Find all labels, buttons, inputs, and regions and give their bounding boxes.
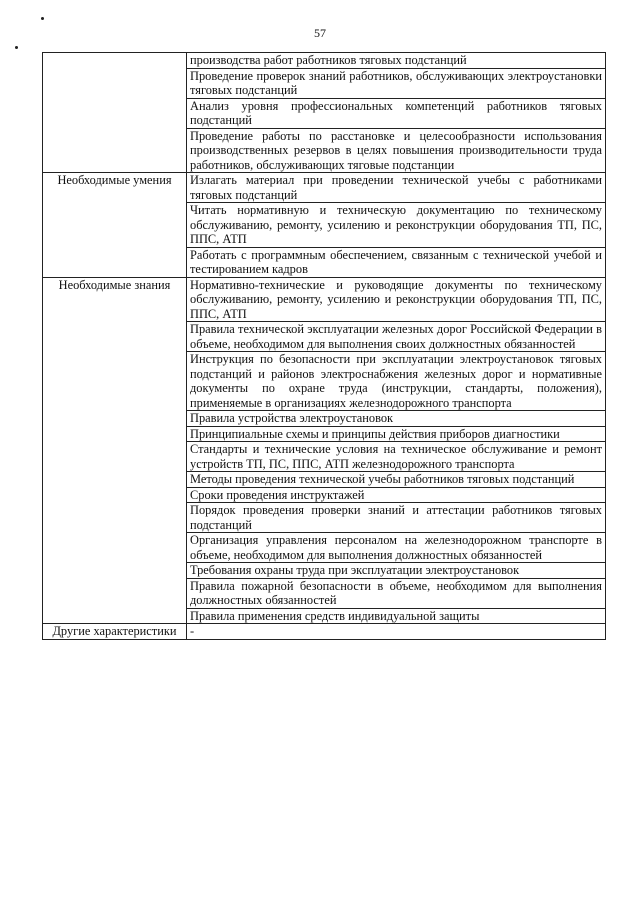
row-text: Нормативно-технические и руководящие документы по техническому обслуживанию, ремонту, усилению и реконструкции оборудования ТП, ПС, ППС, АТП: [187, 277, 606, 322]
table-row: [43, 277, 606, 322]
row-text: Инструкция по безопасности при эксплуатации электроустановок тяговых подстанций и районов электроснабжения железных дорог и нормативные документы по охране труда (инструкции, стандарты, положения), применяемые в организациях железнодорожного транспорта: [187, 352, 606, 411]
section-label-knowledge: Необходимые знания: [43, 277, 187, 624]
row-text: Сроки проведения инструктажей: [187, 487, 606, 503]
row-text: Правила пожарной безопасности в объеме, необходимом для выполнения должностных обязанностей: [187, 578, 606, 608]
row-text: Правила устройства электроустановок: [187, 411, 606, 427]
requirements-table: [42, 52, 606, 640]
scan-dot: [41, 17, 44, 20]
table-row: [43, 53, 606, 69]
row-text: Требования охраны труда при эксплуатации электроустановок: [187, 563, 606, 579]
row-text: Порядок проведения проверки знаний и аттестации работников тяговых подстанций: [187, 503, 606, 533]
table-row: [43, 624, 606, 640]
row-label: [43, 53, 187, 173]
scan-dot: [15, 46, 18, 49]
row-text: Правила технической эксплуатации железных дорог Российской Федерации в объеме, необходимом для выполнения своих должностных обязанностей: [187, 322, 606, 352]
row-text: Читать нормативную и техническую документацию по техническому обслуживанию, ремонту, усилению и реконструкции оборудования ТП, ПС, ППС, АТП: [187, 203, 606, 248]
row-text: Проведение проверок знаний работников, обслуживающих электроустановки тяговых подстанций: [187, 68, 606, 98]
row-text: Работать с программным обеспечением, связанным с технической учебой и тестированием кадров: [187, 247, 606, 277]
row-text: Анализ уровня профессиональных компетенций работников тяговых подстанций: [187, 98, 606, 128]
row-text: производства работ работников тяговых подстанций: [187, 53, 606, 69]
row-text: Стандарты и технические условия на техническое обслуживание и ремонт устройств ТП, ПС, ППС, АТП железнодорожного транспорта: [187, 442, 606, 472]
section-label-other: Другие характеристики: [43, 624, 187, 640]
row-text: -: [187, 624, 606, 640]
table-row: [43, 173, 606, 203]
section-label-skills: Необходимые умения: [43, 173, 187, 278]
row-text: Методы проведения технической учебы работников тяговых подстанций: [187, 472, 606, 488]
row-text: Излагать материал при проведении технической учебы с работниками тяговых подстанций: [187, 173, 606, 203]
row-text: Принципиальные схемы и принципы действия приборов диагностики: [187, 426, 606, 442]
row-text: Правила применения средств индивидуальной защиты: [187, 608, 606, 624]
row-text: Проведение работы по расстановке и целесообразности использования производственных резервов в целях повышения производительности труда работников, обслуживающих тяговые подстанции: [187, 128, 606, 173]
page-number: 57: [314, 26, 326, 40]
row-text: Организация управления персоналом на железнодорожном транспорте в объеме, необходимом для выполнения должностных обязанностей: [187, 533, 606, 563]
